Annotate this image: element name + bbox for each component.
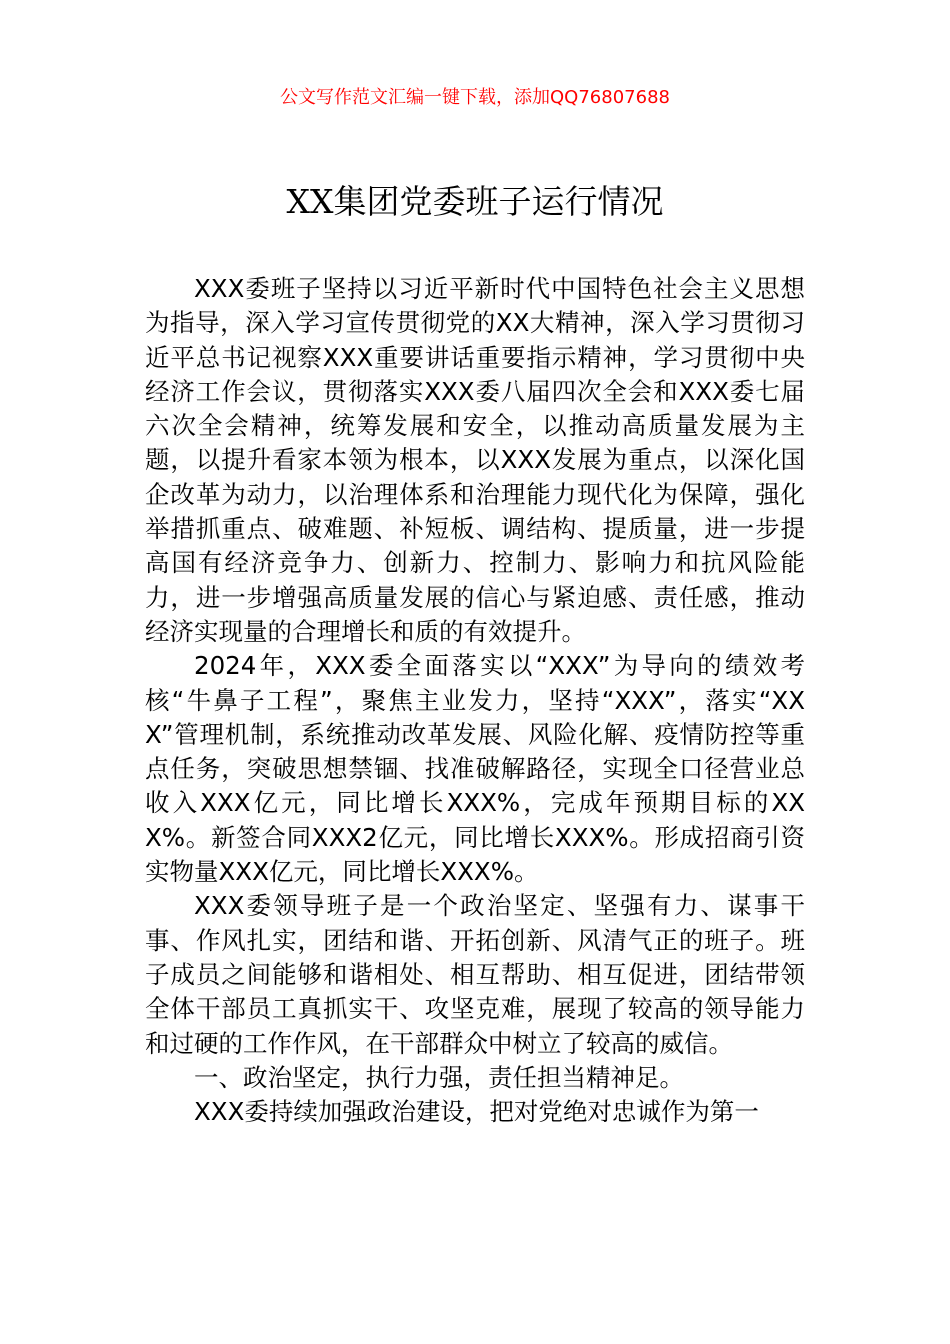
paragraph-political-building: XXX委持续加强政治建设，把对党绝对忠诚作为第一 — [194, 1097, 759, 1127]
section-heading-1: 一、政治坚定，执行力强，责任担当精神足。 — [194, 1062, 684, 1092]
document-title: XX集团党委班子运行情况 — [286, 182, 664, 221]
paragraph-intro: XXX委班子坚持以习近平新时代中国特色社会主义思想为指导，深入学习宣传贯彻党的XX大精神，深入学习贯彻习近平总书记视察XXX重要讲话重要指示精神，学习贯彻中央经济工作会议，贯彻落实XXX委八届四次全会和XXX委七届六次全会精神，统筹发展和安全，以推动高质量发展为主题，以提升看家本领为根本，以XXX发展为重点，以深化国企改革为动力，以治理体系和治理能力现代化为保障，强化举措抓重点、破难题、补短板、调结构、提质量，进一步提高国有经济竞争力、创新力、控制力、影响力和抗风险能力，进一步增强高质量发展的信心与紧迫感、责任感，推动经济实现量的合理增长和质的有效提升。 — [145, 274, 805, 646]
paragraph-2024-results: 2024年，XXX委全面落实以“XXX”为导向的绩效考核“牛鼻子工程”，聚焦主业发力，坚持“XXX”，落实“XXX”管理机制，系统推动改革发展、风险化解、疫情防控等重点任务，突破思想禁锢、找准破解路径，实现全口径营业总收入XXX亿元，同比增长XXX%，完成年预期目标的XXX%。新签合同XXX2亿元，同比增长XXX%。形成招商引资实物量XXX亿元，同比增长XXX%。 — [145, 651, 805, 887]
download-notice: 公文写作范文汇编一键下载，添加QQ76807688 — [280, 87, 670, 108]
document-body — [145, 272, 805, 1129]
paragraph-leadership: XXX委领导班子是一个政治坚定、坚强有力、谋事干事、作风扎实，团结和谐、开拓创新、风清气正的班子。班子成员之间能够和谐相处、相互帮助、相互促进，团结带领全体干部员工真抓实干、攻坚克难，展现了较高的领导能力和过硬的工作作风，在干部群众中树立了较高的威信。 — [145, 891, 805, 1058]
